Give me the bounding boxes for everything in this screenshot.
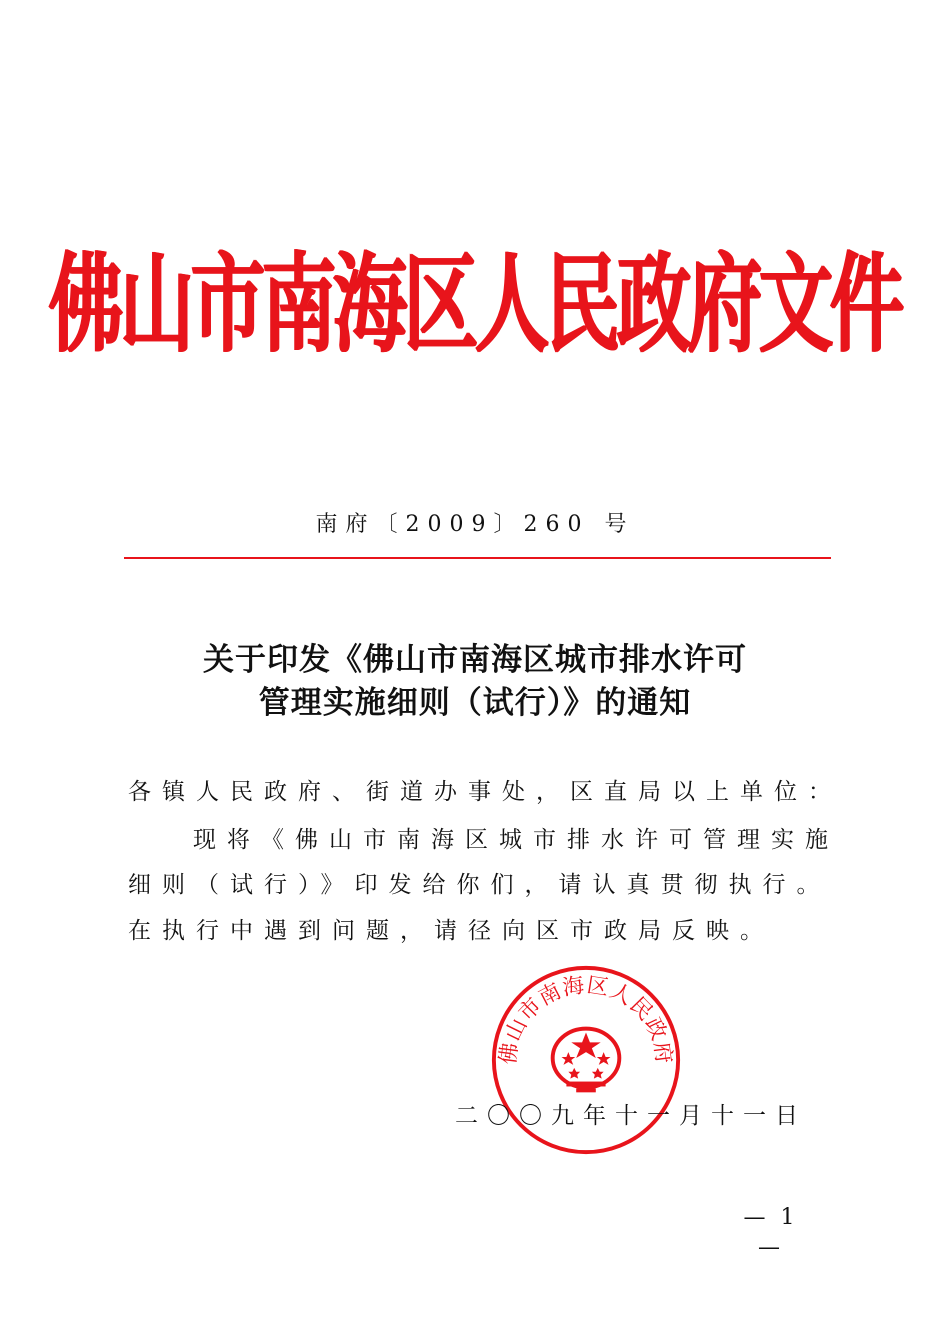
page-number: — 1 — [743, 1205, 799, 1260]
body-line-3: 在执行中遇到问题，请径向区市政局反映。 [128, 918, 774, 944]
body-line-2: 细则（试行）》印发给你们，请认真贯彻执行。 [128, 872, 831, 898]
svg-text:佛山市南海区人民政府: 佛山市南海区人民政府 [495, 972, 677, 1066]
issue-date: 二〇〇九年十一月十一日 [455, 1103, 807, 1129]
body-line-1: 现将《佛山市南海区城市排水许可管理实施 [193, 827, 839, 853]
notice-title-line-1: 关于印发《佛山市南海区城市排水许可 [203, 642, 747, 678]
red-divider [124, 557, 831, 559]
addressee: 各镇人民政府、街道办事处，区直局以上单位： [128, 779, 842, 805]
notice-title-line-2: 管理实施细则（试行）》的通知 [258, 685, 692, 721]
document-number: 南府〔2009〕260 号 [315, 512, 635, 537]
masthead-title: 佛山市南海区人民政府文件 [49, 242, 901, 368]
